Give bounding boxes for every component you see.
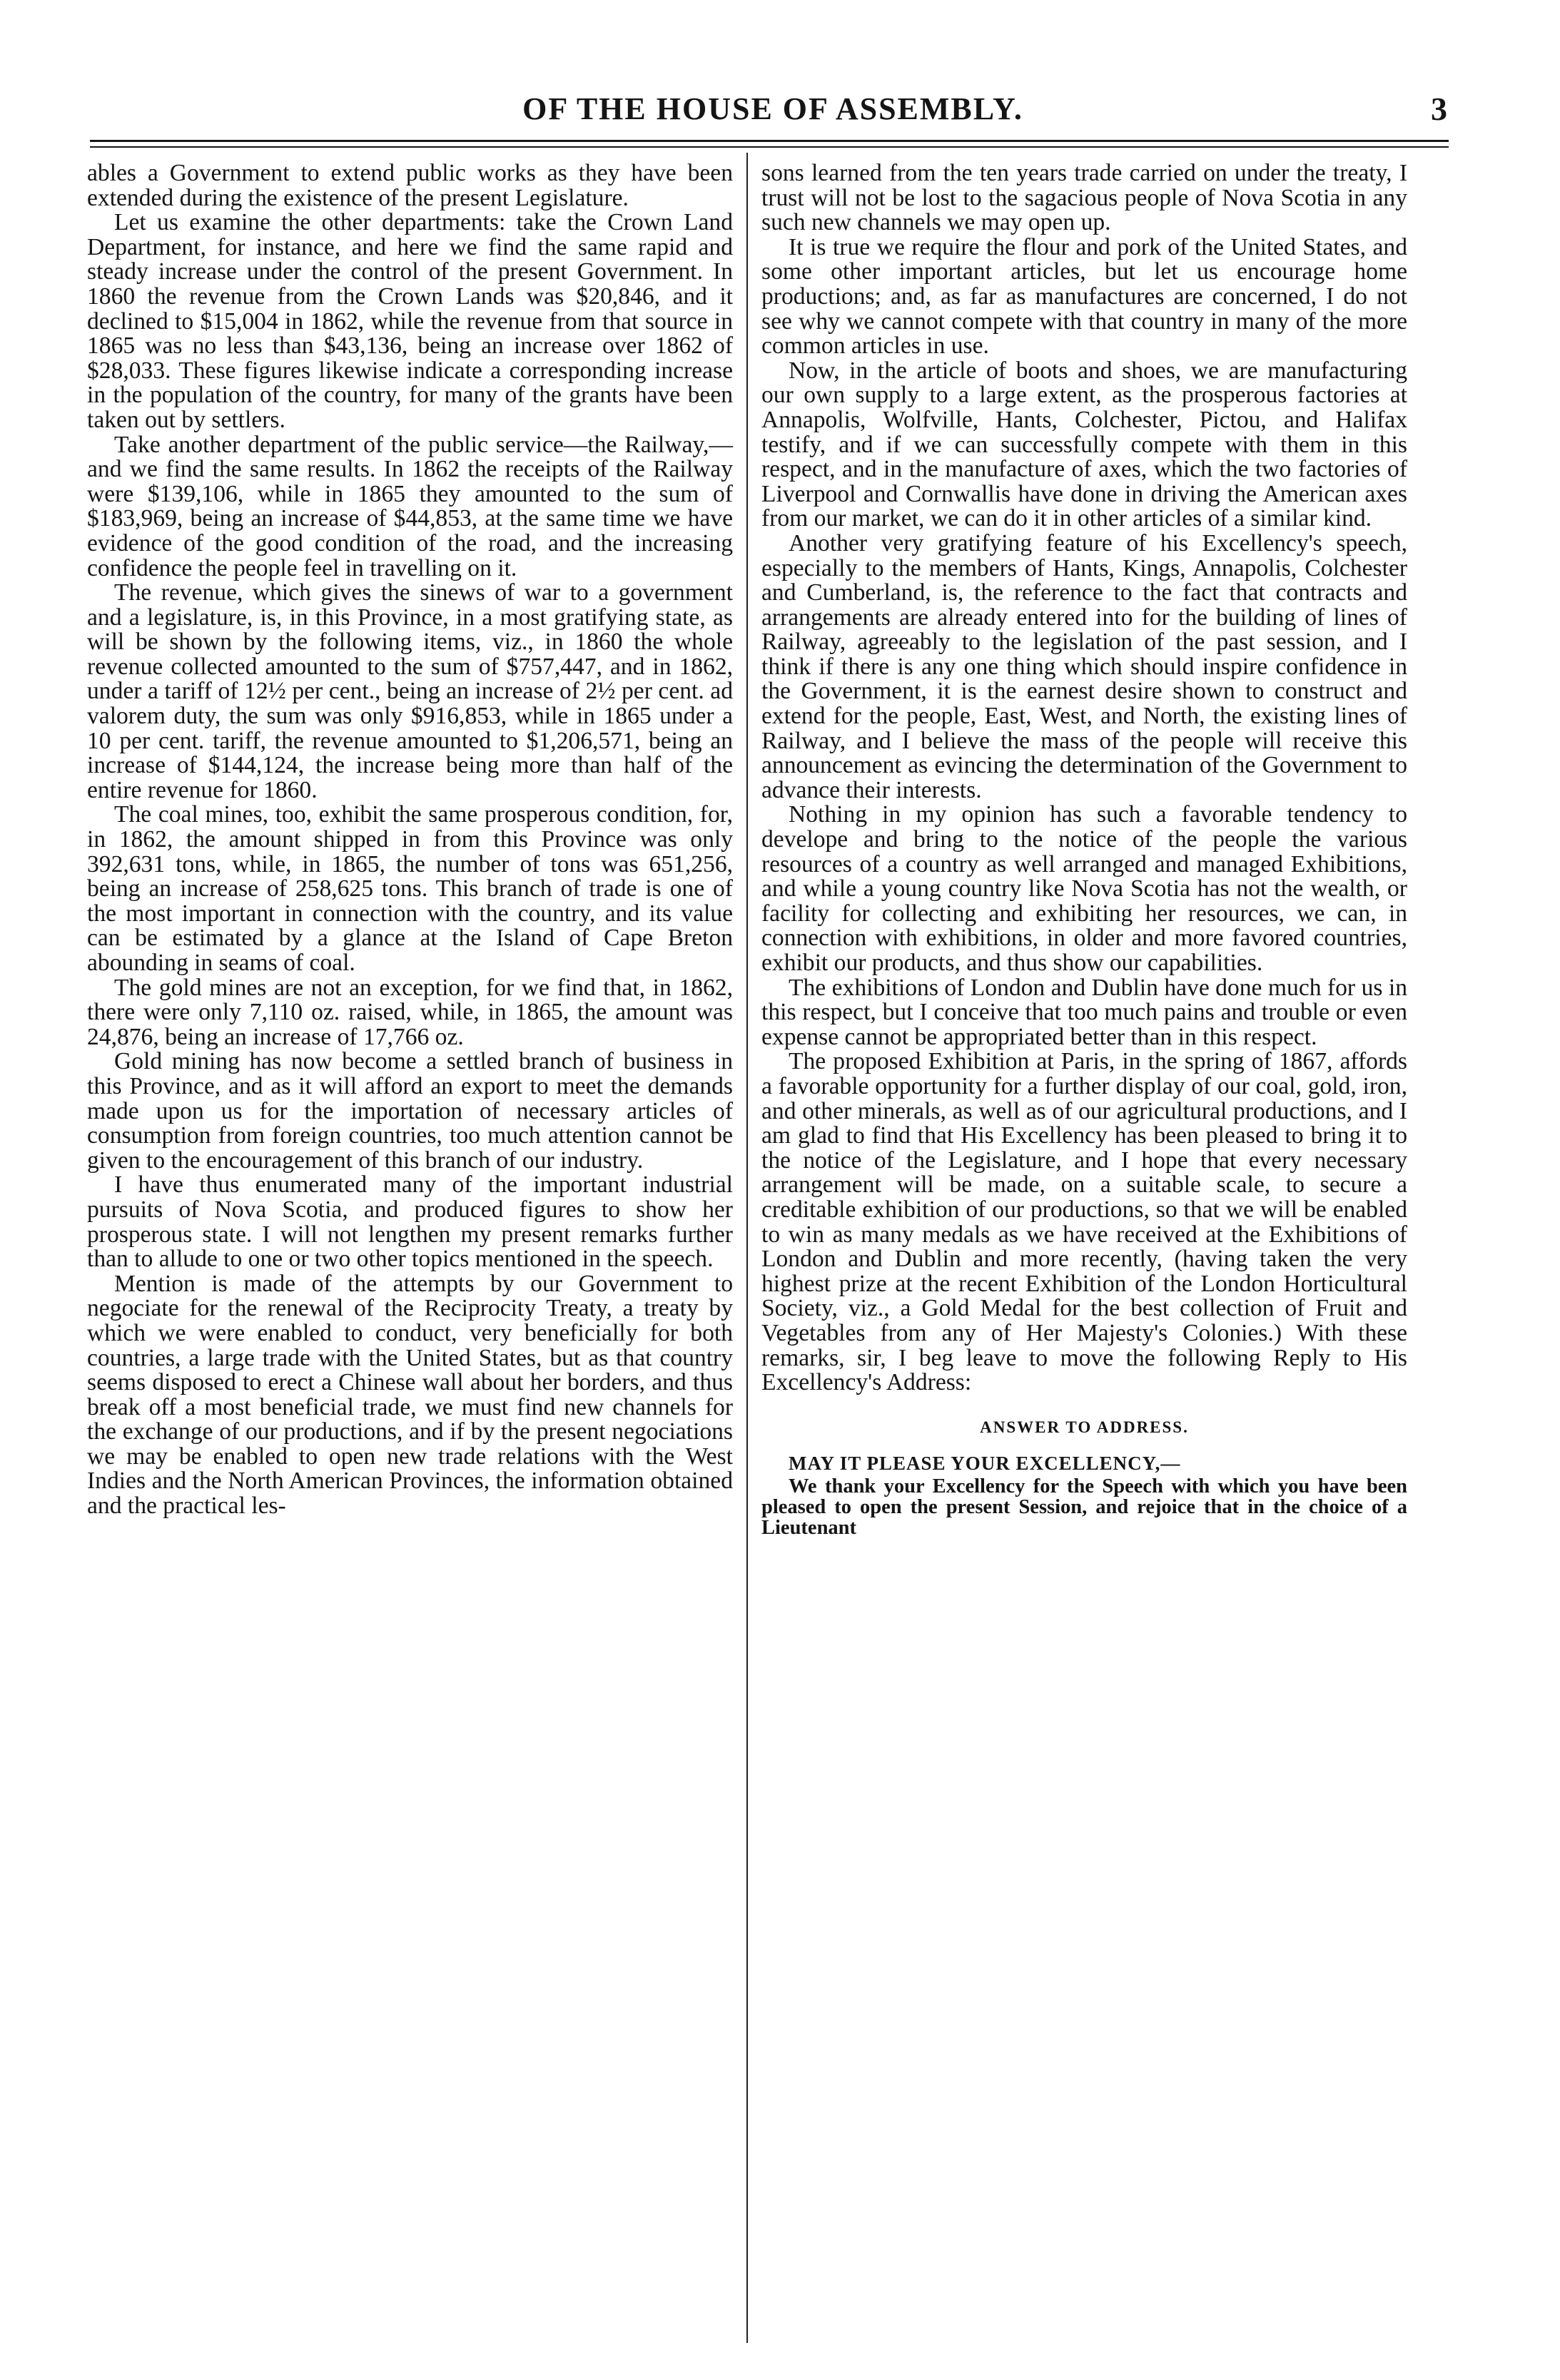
answer-heading: ANSWER TO ADDRESS. (980, 1418, 1189, 1436)
paragraph: The coal mines, too, exhibit the same prosperous condition, for, in 1862, the amount shipped in from this Province was only 392,631 tons, while, in 1865, the number of tons was 651,256, being an increase of 258,625 tons. This branch of trade is one of the most important in connection with the country, and its value can be estimated by a glance at the Island of Cape Breton abounding in seams of coal. (87, 801, 733, 976)
paragraph: Now, in the article of boots and shoes, we are manufacturing our own supply to a large extent, as the prosperous factories at Annapolis, Wolfville, Hants, Colchester, Pictou, and Halifax testify, and if we can successfully compete with them in this respect, and in the manufacture of axes, which the two factories of Liverpool and Cornwallis have done in driving the American axes from our market, we can do it in other articles of a similar kind. (761, 357, 1407, 532)
paragraph: I have thus enumerated many of the important industrial pursuits of Nova Scotia, and produced figures to show her prosperous state. I will not lengthen my present remarks further than to allude to one or two other topics mentioned in the speech. (87, 1171, 733, 1273)
paragraph: The proposed Exhibition at Paris, in the spring of 1867, affords a favorable opportunity for a further display of our coal, gold, iron, and other minerals, as well as of our agricultural productions, and I am glad to find that His Excellency has been pleased to bring it to the notice of the Legislature, and I hope that every necessary arrangement will be made, on a suitable scale, to secure a creditable exhibition of our productions, so that we will be enabled to win as many medals as we have received at the Exhibitions of London and Dublin and more recently, (having taken the very highest prize at the recent Exhibition of the London Horticultural Society, viz., a Gold Medal for the best collection of Fruit and Vegetables from any of Her Majesty's Colonies.) With these remarks, sir, I beg leave to move the following Reply to His Excellency's Address: (761, 1048, 1407, 1396)
paragraph: Another very gratifying feature of his Excellency's speech, especially to the members of Hants, Kings, Annapolis, Colchester and Cumberland, is, the reference to the fact that contracts and arrangements are already entered into for the building of lines of Railway, agreeably to the legislation of the past session, and I think if there is any one thing which should inspire confidence in the Government, it is the earnest desire shown to construct and extend for the people, East, West, and North, the existing lines of Railway, and I believe the mass of the people will receive this announcement as evincing the determination of the Government to advance their interests. (761, 529, 1407, 803)
paragraph: The exhibitions of London and Dublin have done much for us in this respect, but I conceive that too much pains and trouble or even expense cannot be appropriated better than in this respect. (761, 974, 1407, 1050)
paragraph: sons learned from the ten years trade carried on under the treaty, I trust will not be lost to the sagacious people of Nova Scotia in any such new channels we may open up. (761, 160, 1407, 236)
paragraph: Take another department of the public service—the Railway,—and we find the same results. In 1862 the receipts of the Railway were $139,106, while in 1865 they amounted to the sum of $183,969, being an increase of $44,853, at the same time we have evidence of the good condition of the road, and the increasing confidence the people feel in travelling on it. (87, 431, 733, 581)
page-header (98, 84, 1447, 134)
paragraph: The gold mines are not an exception, for we find that, in 1862, there were only 7,110 oz. raised, while, in 1865, the amount was 24,876, being an increase of 17,766 oz. (87, 974, 733, 1050)
left-column (87, 161, 733, 1519)
column-divider (746, 153, 748, 2343)
running-title: OF THE HOUSE OF ASSEMBLY. (522, 91, 1023, 126)
salutation: MAY IT PLEASE YOUR EXCELLENCY,— (789, 1453, 1181, 1475)
right-column (761, 161, 1407, 1538)
paragraph: Nothing in my opinion has such a favorable tendency to develope and bring to the notice of the people the various resources of a country as well arranged and managed Exhibitions, and while a young country like Nova Scotia has not the wealth, or facility for collecting and exhibiting her resources, we can, in connection with exhibitions, in older and more favored countries, exhibit our products, and thus show our capabilities. (761, 801, 1407, 976)
header-rule-thin (90, 146, 1449, 148)
header-rule (90, 140, 1449, 142)
paragraph: Gold mining has now become a settled branch of business in this Province, and as it will afford an export to meet the demands made upon us for the importation of necessary articles of consumption from foreign countries, too much attention cannot be given to the encouragement of this branch of our industry. (87, 1048, 733, 1174)
page-number: 3 (1431, 91, 1447, 127)
paragraph: ables a Government to extend public works as they have been extended during the existence of the present Legislature. (87, 160, 733, 211)
answer-text: We thank your Excellency for the Speech with which you have been pleased to open the present Session, and rejoice that in the choice of a Lieutenant (761, 1475, 1407, 1539)
paragraph: Mention is made of the attempts by our Government to negociate for the renewal of the Reciprocity Treaty, a treaty by which we were enabled to conduct, very beneficially for both countries, a large trade with the United States, but as that country seems disposed to erect a Chinese wall about her borders, and thus break off a most beneficial trade, we must find new channels for the exchange of our productions, and if by the present negociations we may be enabled to open new trade relations with the West Indies and the North American Provinces, the information obtained and the practical les- (87, 1270, 733, 1520)
paragraph: Let us examine the other departments: take the Crown Land Department, for instance, and here we find the same rapid and steady increase under the control of the present Government. In 1860 the revenue from the Crown Lands was $20,846, and it declined to $15,004 in 1862, while the revenue from that source in 1865 was no less than $43,136, being an increase over 1862 of $28,033. These figures likewise indicate a corresponding increase in the population of the country, for many of the grants have been taken out by settlers. (87, 209, 733, 433)
paragraph: It is true we require the flour and pork of the United States, and some other important articles, but let us encourage home productions; and, as far as manufactures are concerned, I do not see why we cannot compete with that country in many of the more common articles in use. (761, 233, 1407, 360)
paragraph: The revenue, which gives the sinews of war to a government and a legislature, is, in this Province, in a most gratifying state, as will be shown by the following items, viz., in 1860 the whole revenue collected amounted to the sum of $757,447, and in 1862, under a tariff of 12½ per cent., being an increase of 2½ per cent. ad valorem duty, the sum was only $916,853, while in 1865 under a 10 per cent. tariff, the revenue amounted to $1,206,571, being an increase of $144,124, the increase being more than half of the entire revenue for 1860. (87, 579, 733, 803)
